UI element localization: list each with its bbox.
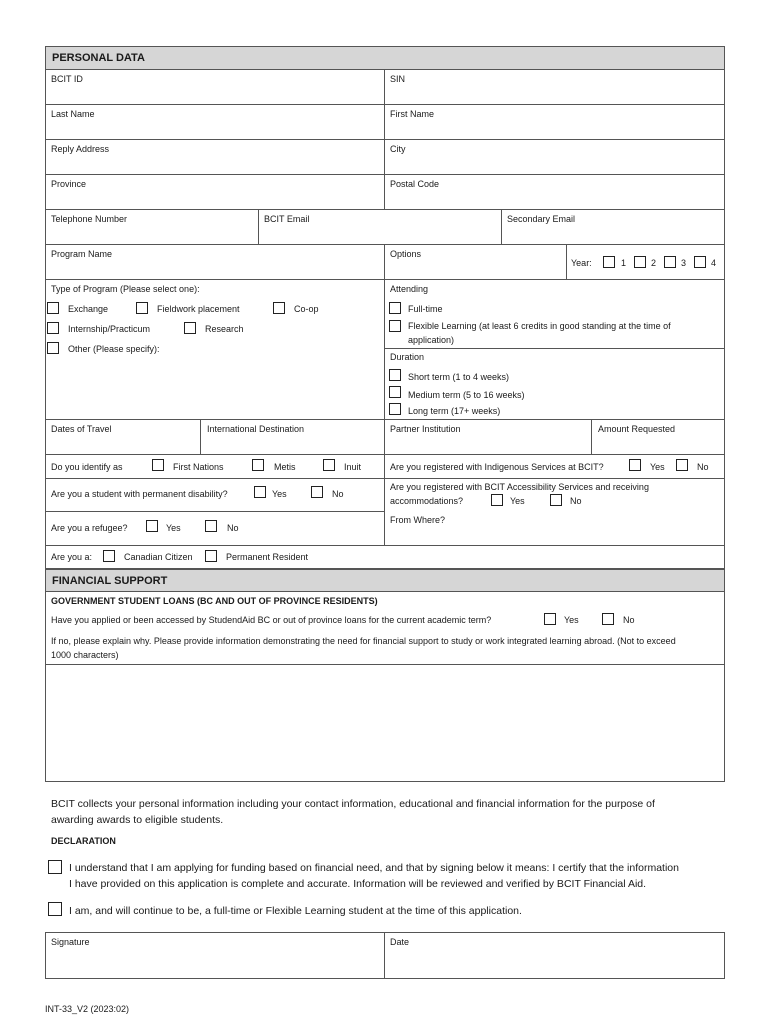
research-label: Research — [205, 324, 244, 334]
row-divider — [45, 104, 725, 105]
canadian-citizen-label: Canadian Citizen — [124, 552, 193, 562]
year-3-checkbox[interactable] — [664, 256, 676, 268]
program-type-label: Type of Program (Please select one): — [51, 284, 200, 294]
refugee-no-checkbox[interactable] — [205, 520, 217, 532]
col-divider — [258, 209, 259, 244]
declaration-2-checkbox[interactable] — [48, 902, 62, 916]
accessibility-yes-checkbox[interactable] — [491, 494, 503, 506]
reply-address-label: Reply Address — [51, 144, 110, 154]
dates-travel-label: Dates of Travel — [51, 424, 112, 434]
province-label: Province — [51, 179, 87, 189]
telephone-label: Telephone Number — [51, 214, 128, 224]
gov-loans-heading: GOVERNMENT STUDENT LOANS (BC AND OUT OF PROVINCE RESIDENTS) — [51, 596, 378, 606]
long-term-label: Long term (17+ weeks) — [408, 406, 501, 416]
short-term-label: Short term (1 to 4 weeks) — [408, 372, 510, 382]
disability-no-checkbox[interactable] — [311, 486, 323, 498]
year-2-checkbox[interactable] — [634, 256, 646, 268]
accessibility-yes-label: Yes — [510, 496, 525, 506]
col-divider — [384, 70, 385, 209]
flexible-learning-checkbox[interactable] — [389, 320, 401, 332]
accessibility-question: Are you registered with BCIT Accessibility Services and receiving — [390, 482, 649, 492]
bcit-email-label: BCIT Email — [264, 214, 310, 224]
full-time-checkbox[interactable] — [389, 302, 401, 314]
indigenous-no-checkbox[interactable] — [676, 459, 688, 471]
form-code: INT-33_V2 (2023:02) — [45, 1004, 130, 1014]
secondary-email-label: Secondary Email — [507, 214, 576, 224]
year-label: Year: — [571, 258, 592, 268]
program-name-label: Program Name — [51, 249, 113, 259]
loan-no-label: No — [623, 615, 635, 625]
coop-label: Co-op — [294, 304, 319, 314]
loan-question: Have you applied or been accessed by StudendAid BC or out of province loans for the current academic term? — [51, 615, 492, 625]
year-1-label: 1 — [621, 258, 627, 268]
inuit-checkbox[interactable] — [323, 459, 335, 471]
postal-code-label: Postal Code — [390, 179, 440, 189]
row-divider — [45, 279, 725, 280]
row-divider — [45, 511, 385, 512]
col-divider — [200, 419, 201, 454]
first-nations-checkbox[interactable] — [152, 459, 164, 471]
internship-checkbox[interactable] — [47, 322, 59, 334]
explanation-textarea[interactable] — [46, 665, 724, 781]
disability-yes-label: Yes — [272, 489, 287, 499]
financial-support-header: FINANCIAL SUPPORT — [46, 569, 724, 592]
fieldwork-label: Fieldwork placement — [157, 304, 240, 314]
row-divider — [45, 545, 725, 546]
last-name-label: Last Name — [51, 109, 95, 119]
intl-destination-label: International Destination — [207, 424, 305, 434]
declaration-2-text: I am, and will continue to be, a full-time or Flexible Learning student at the time of this application. — [69, 905, 522, 917]
disability-no-label: No — [332, 489, 344, 499]
permanent-resident-checkbox[interactable] — [205, 550, 217, 562]
internship-label: Internship/Practicum — [68, 324, 151, 334]
exchange-checkbox[interactable] — [47, 302, 59, 314]
canadian-citizen-checkbox[interactable] — [103, 550, 115, 562]
attending-label: Attending — [390, 284, 429, 294]
year-2-label: 2 — [651, 258, 657, 268]
year-1-checkbox[interactable] — [603, 256, 615, 268]
loan-yes-checkbox[interactable] — [544, 613, 556, 625]
accessibility-question-cont: accommodations? — [390, 496, 464, 506]
col-divider — [501, 209, 502, 244]
row-divider — [45, 139, 725, 140]
refugee-yes-label: Yes — [166, 523, 181, 533]
row-divider — [45, 454, 725, 455]
disability-question: Are you a student with permanent disability? — [51, 489, 228, 499]
row-divider — [45, 419, 725, 420]
row-divider — [45, 209, 725, 210]
amount-requested-label: Amount Requested — [598, 424, 676, 434]
date-field[interactable] — [385, 950, 724, 978]
first-name-label: First Name — [390, 109, 435, 119]
city-label: City — [390, 144, 406, 154]
medium-term-checkbox[interactable] — [389, 386, 401, 398]
accessibility-no-checkbox[interactable] — [550, 494, 562, 506]
flexible-learning-label-cont: application) — [408, 335, 455, 345]
declaration-heading: DECLARATION — [51, 836, 116, 846]
from-where-label: From Where? — [390, 515, 446, 525]
year-4-label: 4 — [711, 258, 717, 268]
bcit-id-label: BCIT ID — [51, 74, 83, 84]
research-checkbox[interactable] — [184, 322, 196, 334]
inuit-label: Inuit — [344, 462, 362, 472]
first-nations-label: First Nations — [173, 462, 224, 472]
signature-field[interactable] — [46, 950, 383, 978]
sin-label: SIN — [390, 74, 406, 84]
disability-yes-checkbox[interactable] — [254, 486, 266, 498]
col-divider — [566, 244, 567, 279]
partner-institution-label: Partner Institution — [390, 424, 461, 434]
other-label: Other (Please specify): — [68, 344, 160, 354]
privacy-statement: BCIT collects your personal information including your contact information, educational and financial information for the purpose of — [51, 798, 655, 810]
duration-label: Duration — [390, 352, 425, 362]
other-checkbox[interactable] — [47, 342, 59, 354]
row-divider — [45, 478, 725, 479]
privacy-statement-cont: awarding awards to eligible students. — [51, 814, 224, 826]
personal-data-header: PERSONAL DATA — [46, 47, 724, 70]
fieldwork-checkbox[interactable] — [136, 302, 148, 314]
metis-label: Metis — [274, 462, 296, 472]
indigenous-yes-label: Yes — [650, 462, 665, 472]
declaration-1-checkbox[interactable] — [48, 860, 62, 874]
refugee-no-label: No — [227, 523, 239, 533]
col-divider — [591, 419, 592, 454]
financial-bottom-border — [45, 781, 725, 782]
explain-instructions-cont: 1000 characters) — [51, 650, 119, 660]
indigenous-services-question: Are you registered with Indigenous Services at BCIT? — [390, 462, 604, 472]
refugee-question: Are you a refugee? — [51, 523, 128, 533]
medium-term-label: Medium term (5 to 16 weeks) — [408, 390, 525, 400]
date-label: Date — [390, 937, 410, 947]
row-divider — [45, 244, 725, 245]
are-you-label: Are you a: — [51, 552, 93, 562]
short-term-checkbox[interactable] — [389, 369, 401, 381]
indigenous-no-label: No — [697, 462, 709, 472]
loan-yes-label: Yes — [564, 615, 579, 625]
accessibility-no-label: No — [570, 496, 582, 506]
indigenous-yes-checkbox[interactable] — [629, 459, 641, 471]
signature-label: Signature — [51, 937, 90, 947]
col-divider — [384, 244, 385, 545]
year-4-checkbox[interactable] — [694, 256, 706, 268]
long-term-checkbox[interactable] — [389, 403, 401, 415]
metis-checkbox[interactable] — [252, 459, 264, 471]
year-3-label: 3 — [681, 258, 687, 268]
loan-no-checkbox[interactable] — [602, 613, 614, 625]
coop-checkbox[interactable] — [273, 302, 285, 314]
permanent-resident-label: Permanent Resident — [226, 552, 309, 562]
options-label: Options — [390, 249, 422, 259]
flexible-learning-label: Flexible Learning (at least 6 credits in good standing at the time of — [408, 321, 671, 331]
identify-as-label: Do you identify as — [51, 462, 123, 472]
refugee-yes-checkbox[interactable] — [146, 520, 158, 532]
explain-instructions: If no, please explain why. Please provide information demonstrating the need for financial support to study or work integrated learning abroad. (Not to exceed — [51, 636, 676, 646]
full-time-label: Full-time — [408, 304, 443, 314]
row-divider — [384, 348, 725, 349]
row-divider — [45, 174, 725, 175]
financial-right-border — [724, 569, 725, 782]
declaration-1-text: I understand that I am applying for funding based on financial need, and that by signing below it means: I certify that the information — [69, 862, 679, 874]
declaration-1-text-cont: I have provided on this application is complete and accurate. Information will be reviewed and verified by BCIT Financial Aid. — [69, 878, 647, 890]
exchange-label: Exchange — [68, 304, 109, 314]
